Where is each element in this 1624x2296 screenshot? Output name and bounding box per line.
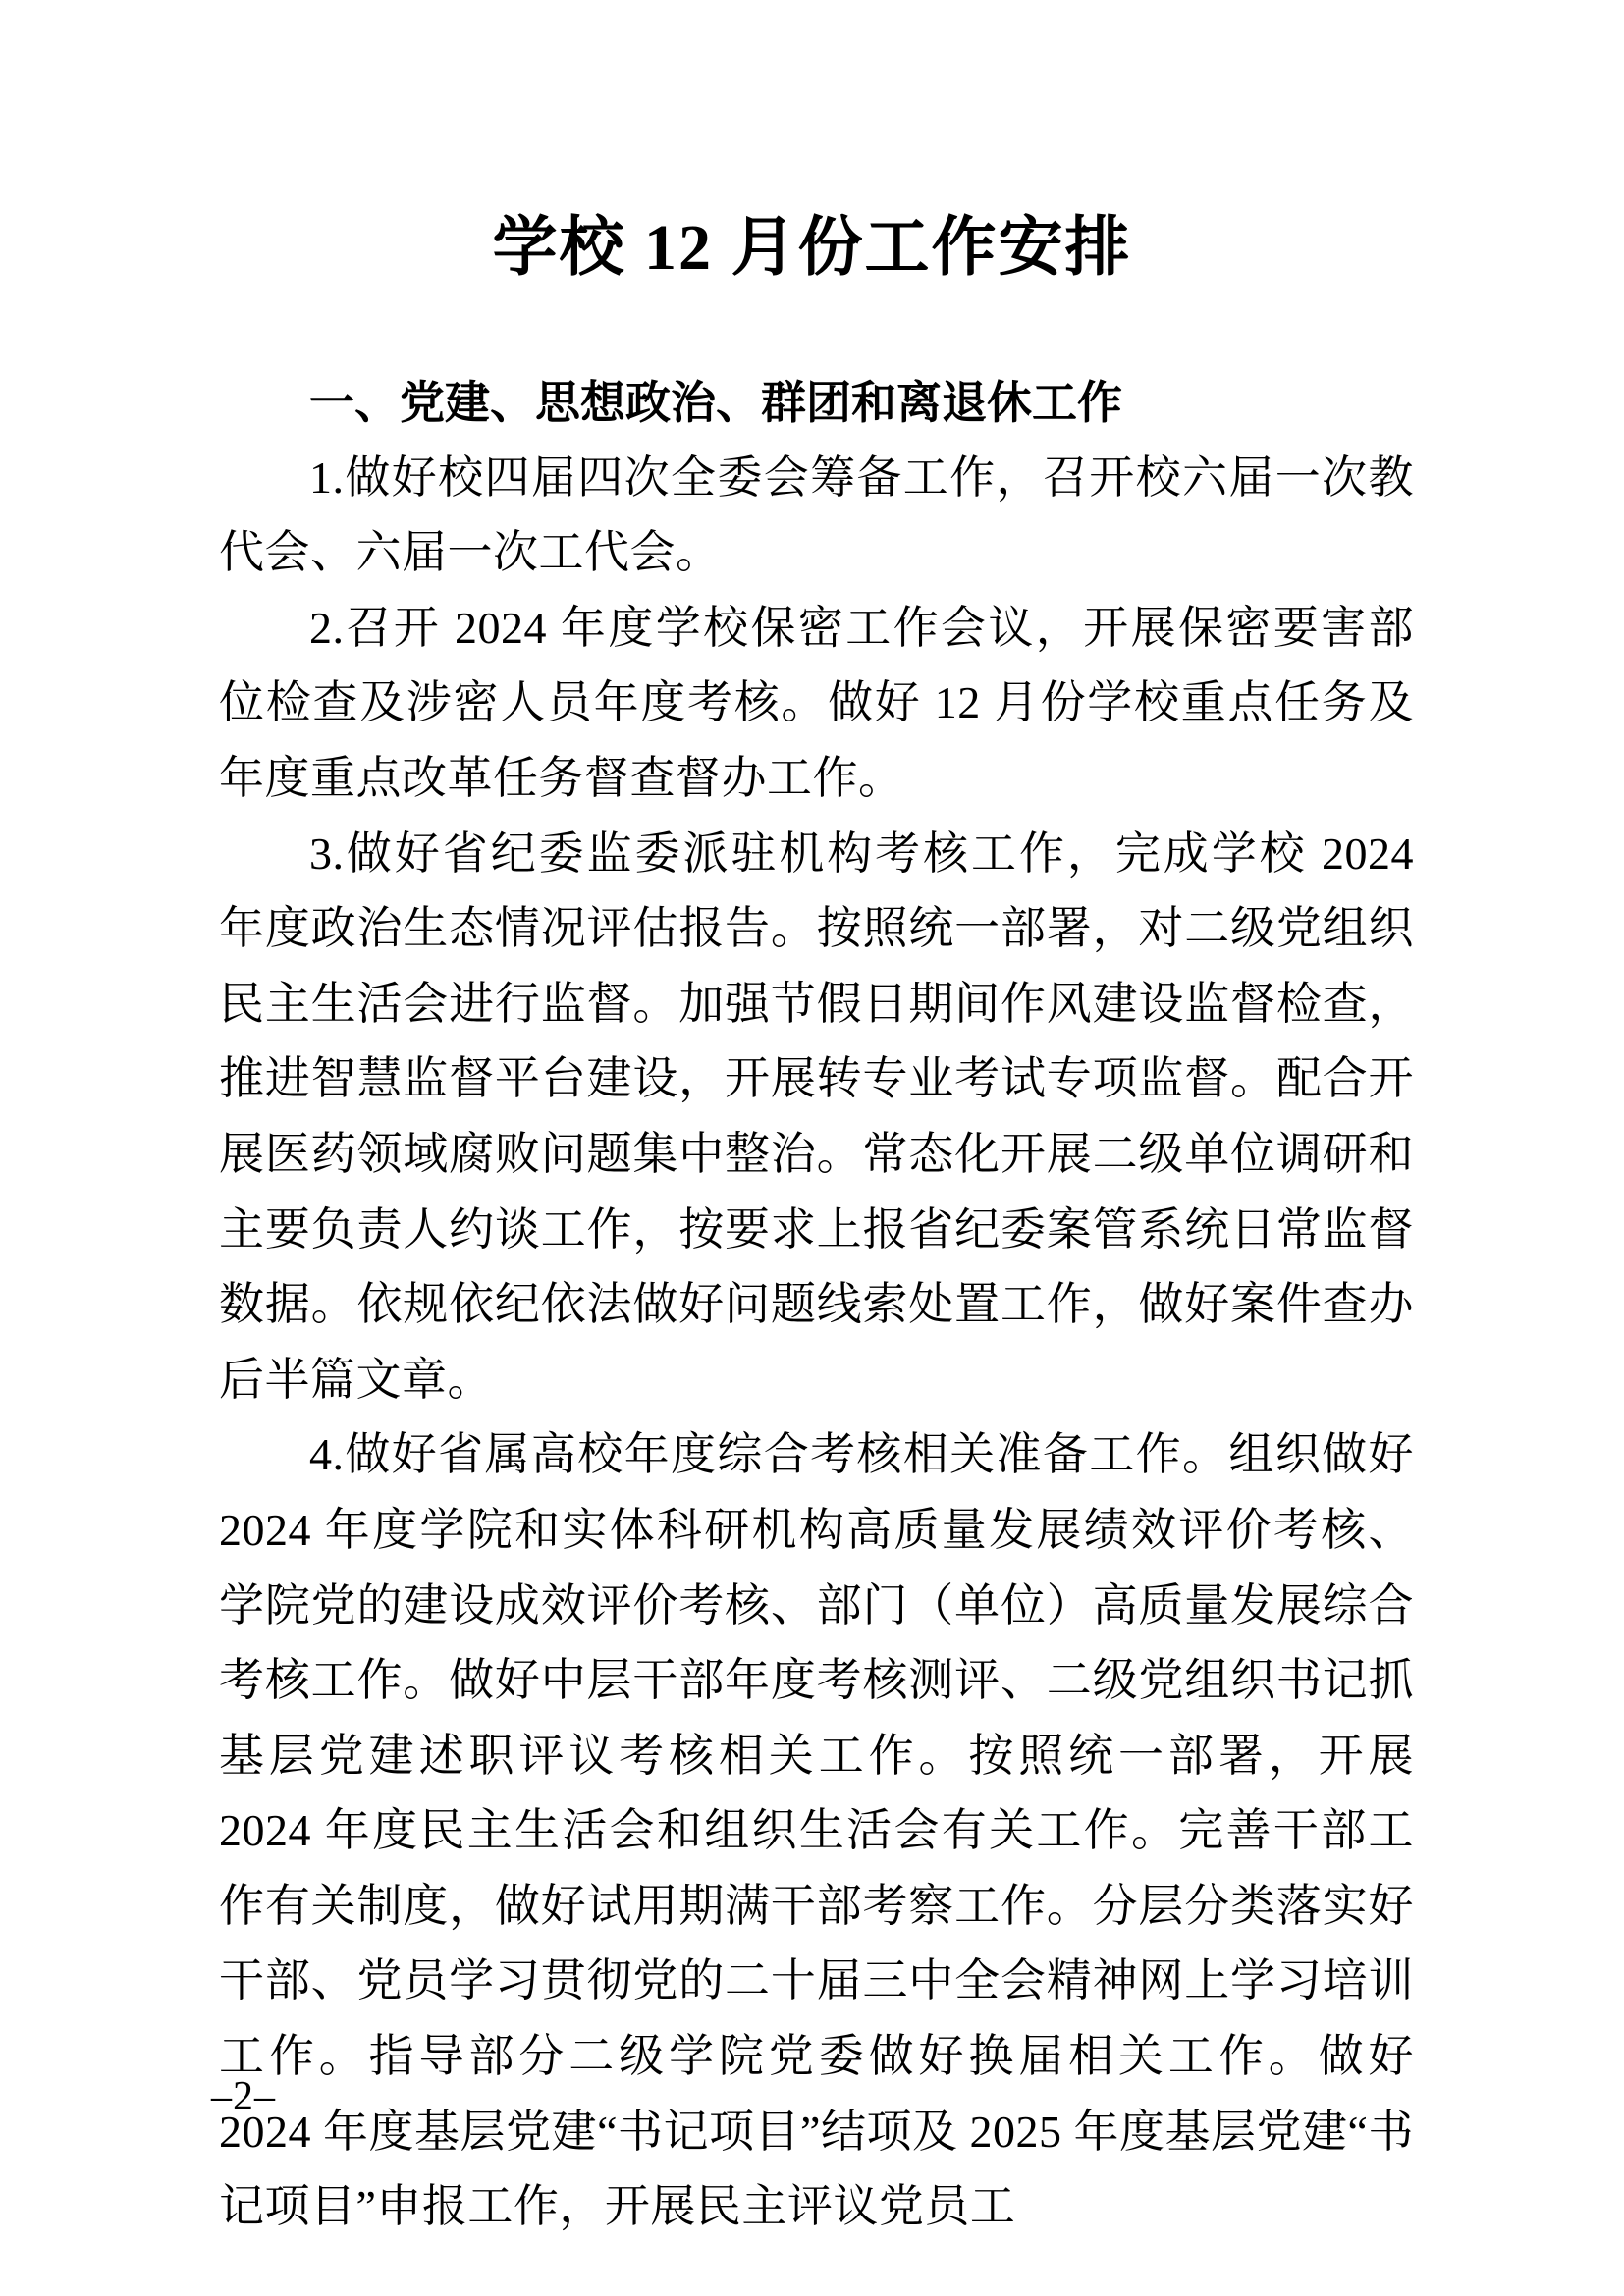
- document-title: 学校 12 月份工作安排: [492, 212, 1132, 284]
- paragraph-2: 2.召开 2024 年度学校保密工作会议，开展保密要害部位检查及涉密人员年度考核。做好 12 月份学校重点任务及年度重点改革任务督查督办工作。: [219, 602, 1414, 803]
- document-body: [219, 365, 1414, 2245]
- paragraph-4: 4.做好省属高校年度综合考核相关准备工作。组织做好 2024 年度学院和实体科研机构高质量发展绩效评价考核、学院党的建设成效评价考核、部门（单位）高质量发展综合考核工作。做好中层干部年度考核测评、二级党组织书记抓基层党建述职评议考核相关工作。按照统一部署，开展 2024 年度民主生活会和组织生活会有关工作。完善干部工作有关制度，做好试用期满干部考察工作。分层分类落实好干部、党员学习贯彻党的二十届三中全会精神网上学习培训工作。指导部分二级学院党委做好换届相关工作。做好 2024 年度基层党建“书记项目”结项及 2025 年度基层党建“书记项目”申报工作，开展民主评议党员工: [219, 1429, 1414, 2232]
- paragraph-3: 3.做好省纪委监委派驻机构考核工作，完成学校 2024 年度政治生态情况评估报告。按照统一部署，对二级党组织民主生活会进行监督。加强节假日期间作风建设监督检查，推进智慧监督平台建设，开展转专业考试专项监督。配合开展医药领域腐败问题集中整治。常态化开展二级单位调研和主要负责人约谈工作，按要求上报省纪委案管系统日常监督数据。依规依纪依法做好问题线索处置工作，做好案件查办后半篇文章。: [219, 828, 1414, 1405]
- section-heading: 一、党建、思想政治、群团和离退休工作: [309, 377, 1122, 428]
- page-number: –2–: [211, 2074, 276, 2119]
- paragraph-1: 1.做好校四届四次全委会筹备工作，召开校六届一次教代会、六届一次工代会。: [219, 452, 1414, 578]
